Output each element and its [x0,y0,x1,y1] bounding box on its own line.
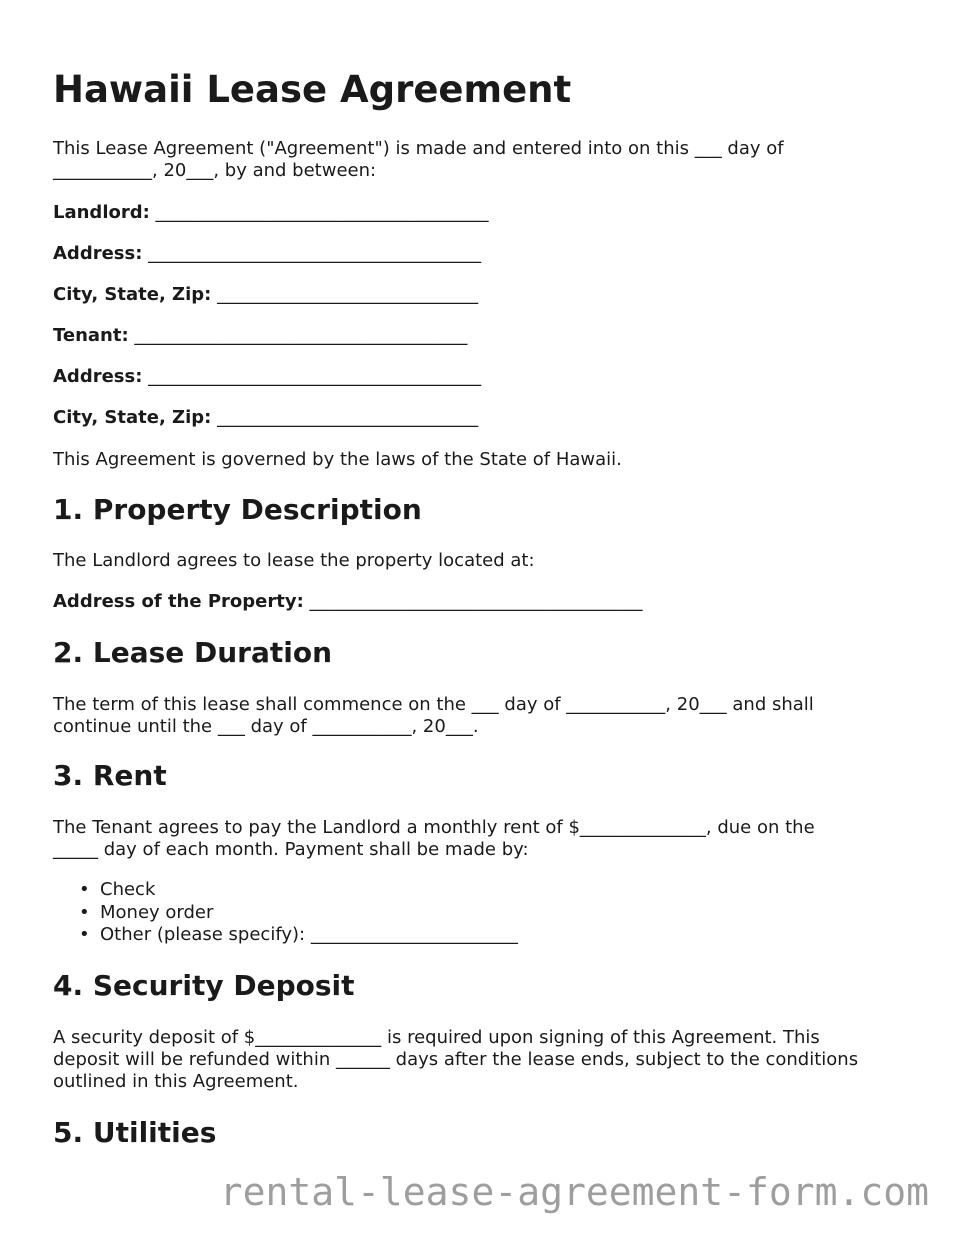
landlord-blank: _____________________________________ [155,202,489,223]
page-title: Hawaii Lease Agreement [53,68,572,111]
landlord-address-label: Address: [53,243,143,264]
landlord-address-field [53,243,481,265]
landlord-address-blank: _____________________________________ [148,243,482,264]
payment-option-money-order: Money order [100,901,214,923]
property-address-label: Address of the Property: [53,591,304,612]
landlord-label: Landlord: [53,202,150,223]
landlord-city-field [53,284,478,306]
section-heading-utilities: 5. Utilities [53,1116,217,1149]
landlord-city-label: City, State, Zip: [53,284,212,305]
tenant-address-field [53,366,481,388]
tenant-address-blank: _____________________________________ [148,366,482,387]
landlord-city-blank: _____________________________ [217,284,479,305]
tenant-city-blank: _____________________________ [217,407,479,428]
tenant-city-field [53,407,478,429]
rent-text: The Tenant agrees to pay the Landlord a monthly rent of $______________, due on the _____ day of each month. Payment shall be made by: [53,817,815,860]
payment-option-other: Other (please specify): _______________________ [100,924,518,945]
section-heading-rent: 3. Rent [53,759,167,792]
tenant-field [53,325,467,347]
bullet-icon: • [79,924,90,945]
property-text: The Landlord agrees to lease the property located at: [53,550,535,571]
payment-option-check: Check [100,879,156,900]
property-address-field [53,591,643,613]
governing-law-text: This Agreement is governed by the laws of the State of Hawaii. [53,449,622,470]
list-item [53,924,518,947]
tenant-city-label: City, State, Zip: [53,407,212,428]
section-heading-deposit: 4. Security Deposit [53,969,355,1002]
intro-paragraph: This Lease Agreement ("Agreement") is made and entered into on this ___ day of ___________, 20___, by and between: [53,138,784,181]
section-heading-duration: 2. Lease Duration [53,636,333,669]
tenant-blank: _____________________________________ [134,325,468,346]
tenant-address-label: Address: [53,366,143,387]
tenant-label: Tenant: [53,325,129,346]
bullet-icon: • [79,901,90,923]
list-item [53,879,518,902]
bullet-icon: • [79,879,90,900]
property-address-blank: _____________________________________ [309,591,643,612]
duration-text: The term of this lease shall commence on the ___ day of ___________, 20___ and shall continue until the ___ day of ___________, 20___. [53,694,814,737]
deposit-text: A security deposit of $______________ is required upon signing of this Agreement. This deposit will be refunded within ______ days after the lease ends, subject to the conditions outlined in this Agreement. [53,1027,859,1092]
watermark: rental-lease-agreement-form.com [219,1170,929,1214]
payment-method-list [53,879,518,947]
list-item [53,902,518,925]
landlord-field [53,202,489,224]
section-heading-property: 1. Property Description [53,493,422,526]
